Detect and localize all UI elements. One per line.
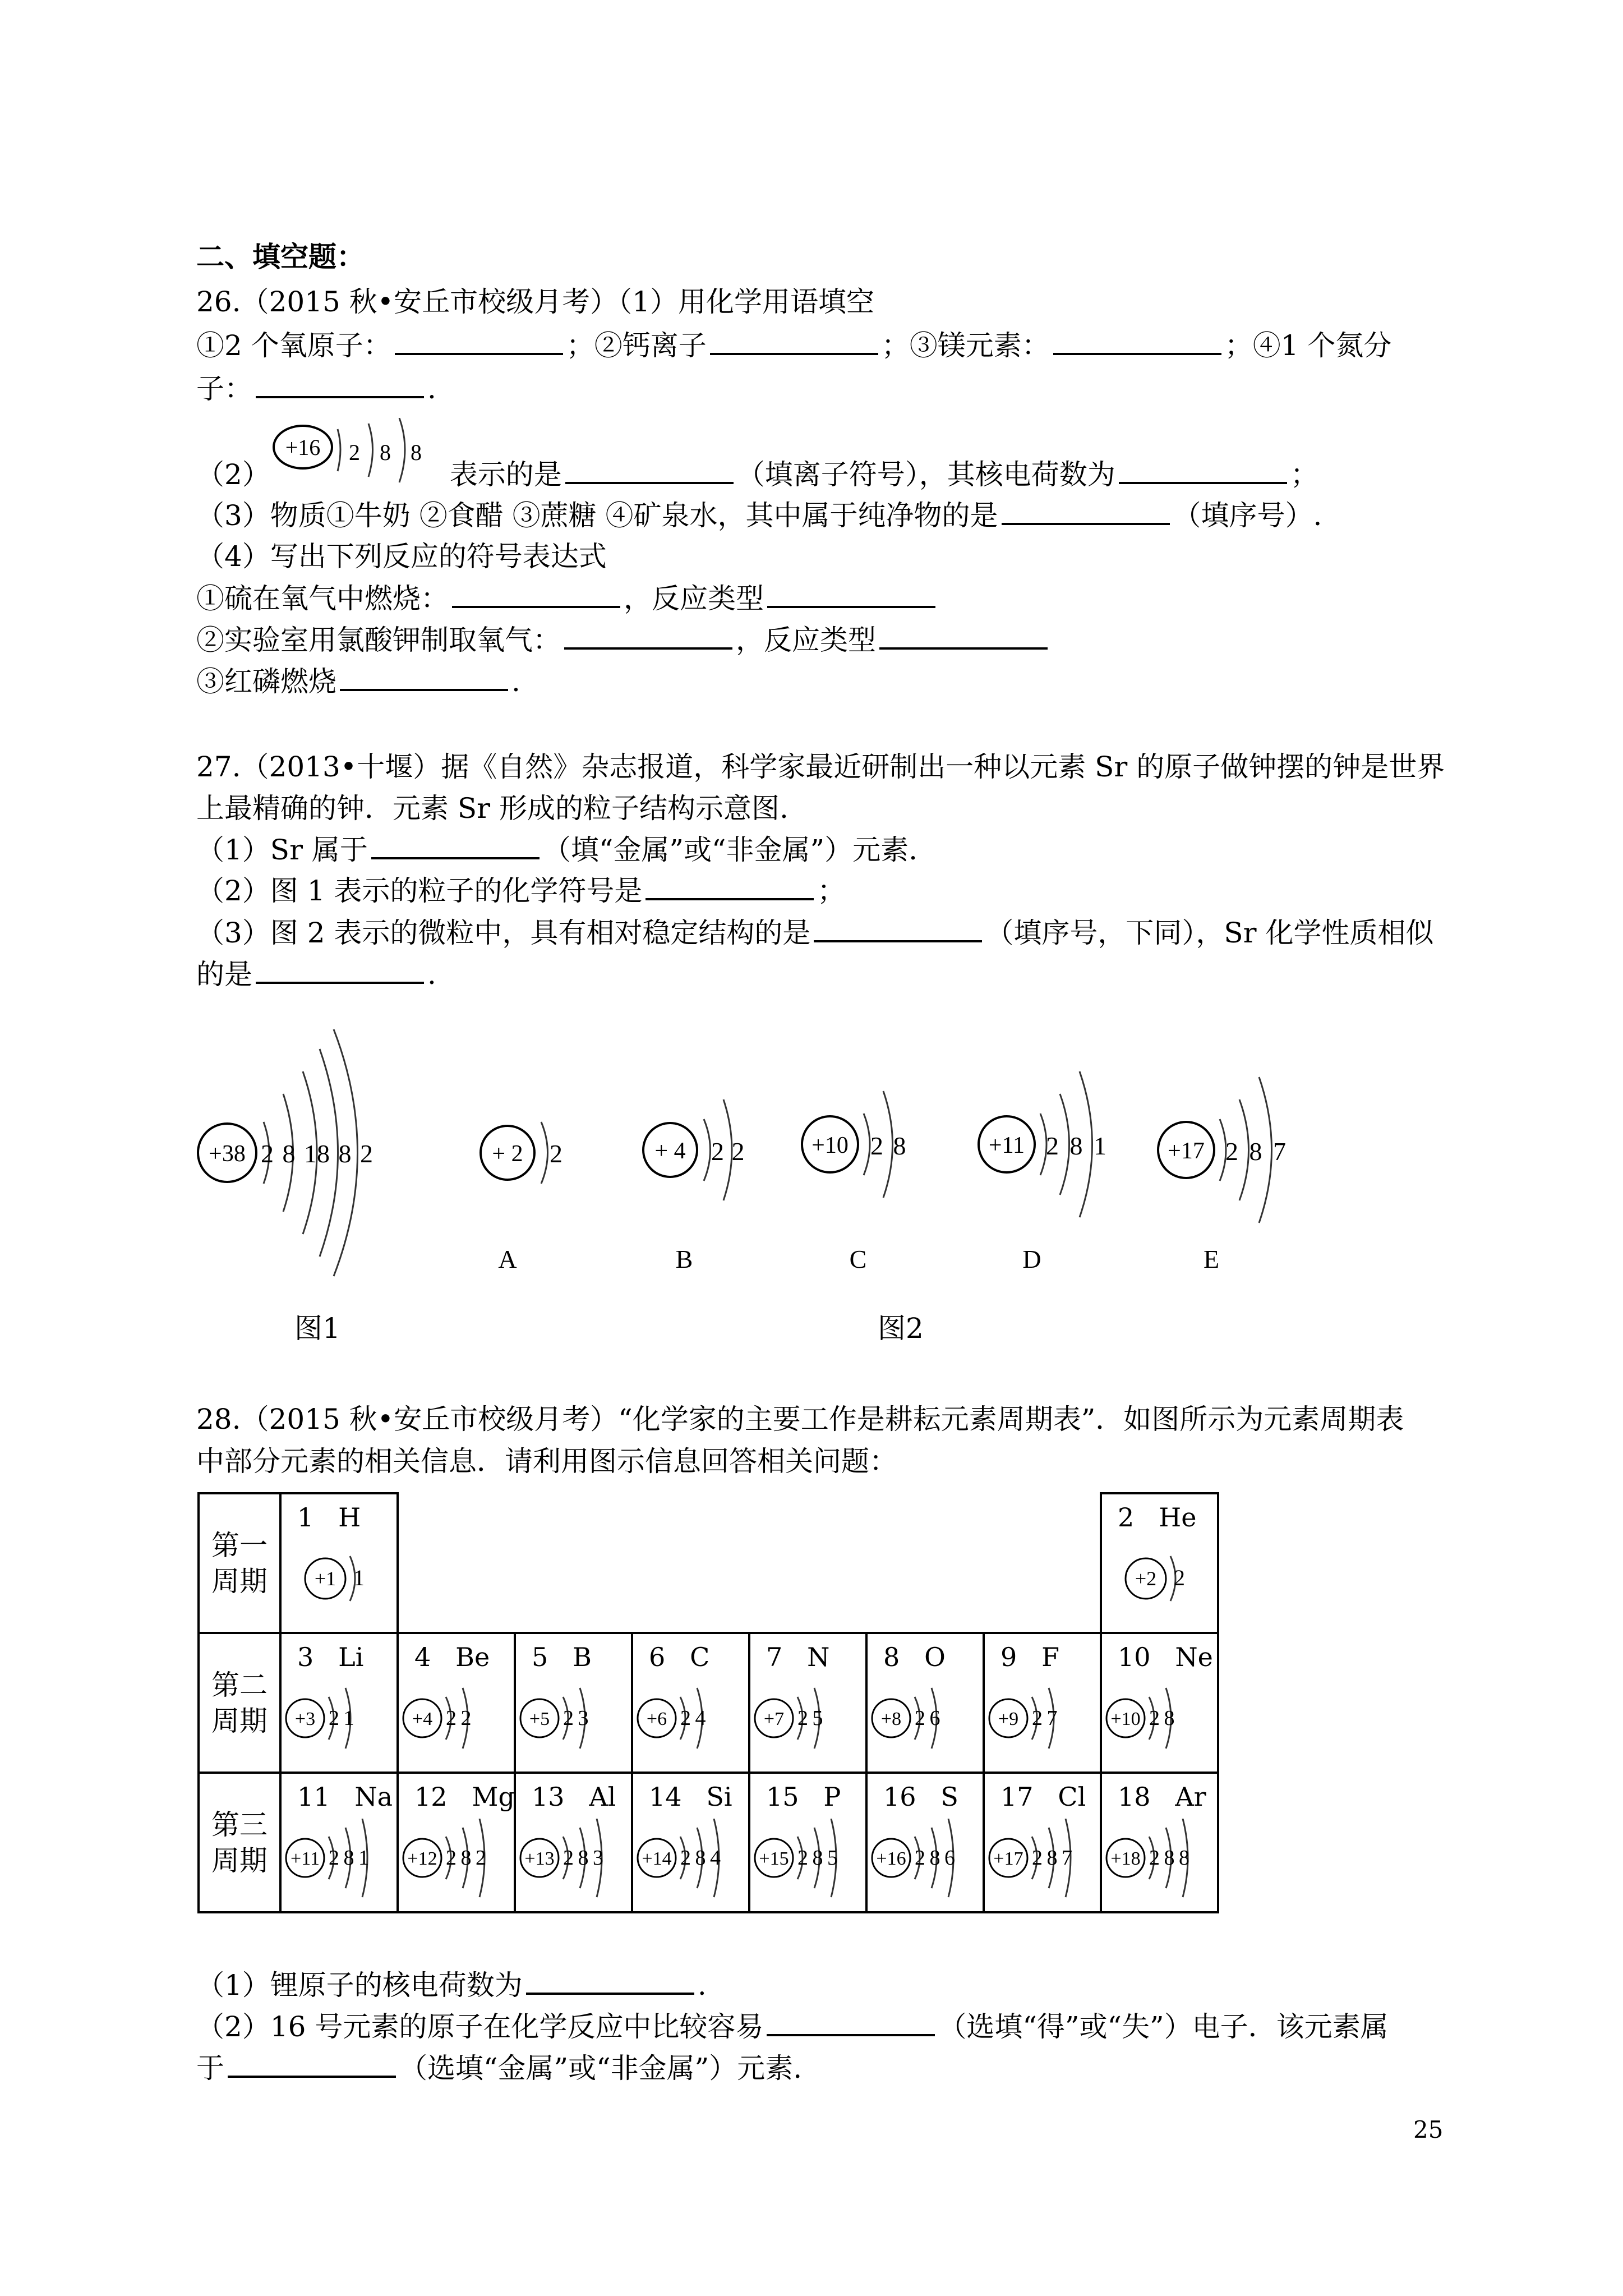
- fig2-diagrams: [471, 1060, 1329, 1273]
- svg-text:+9: +9: [998, 1709, 1019, 1729]
- q27-sub4: 的是 .: [196, 958, 436, 991]
- element-cell-mg: 12 Mg +12 2 8 2: [398, 1773, 515, 1912]
- fig1-caption: 图1: [294, 1312, 340, 1345]
- svg-text:1: 1: [353, 1565, 365, 1590]
- answer-blank[interactable]: [814, 915, 982, 942]
- svg-text:2 6: 2 6: [915, 1706, 940, 1730]
- answer-blank[interactable]: [564, 623, 732, 650]
- svg-text:+16: +16: [285, 435, 321, 460]
- q26-part3: （3）物质①牛奶 ②食醋 ③蔗糖 ④矿泉水，其中属于纯净物的是 （填序号）.: [196, 499, 1322, 532]
- svg-text:+ 4: + 4: [654, 1138, 686, 1164]
- diagram-b: [643, 1099, 745, 1273]
- q27-sub2: （2）图 1 表示的粒子的化学符号是 ；: [196, 875, 846, 907]
- q28-sub3: 于 （选填“金属”或“非金属”）元素.: [196, 2052, 803, 2085]
- svg-text:E: E: [1203, 1245, 1220, 1273]
- svg-text:2 8 5: 2 8 5: [797, 1846, 838, 1870]
- svg-text:2 8 8: 2 8 8: [1149, 1846, 1189, 1870]
- svg-text:2 8 2: 2 8 2: [446, 1846, 486, 1870]
- q27-heading: 27.（2013•十堰）据《自然》杂志报道，科学家最近研制出一种以元素 Sr 的原子做钟摆的钟是世界: [196, 751, 1445, 783]
- svg-text:2: 2: [550, 1139, 562, 1168]
- answer-blank[interactable]: [256, 957, 424, 984]
- answer-blank[interactable]: [710, 328, 878, 355]
- diagram-c: [802, 1091, 906, 1273]
- answer-blank[interactable]: [228, 2051, 396, 2078]
- diagram-d: [979, 1071, 1106, 1273]
- q28-sub1: （1）锂原子的核电荷数为 .: [196, 1969, 707, 2001]
- q26-heading: 26.（2015 秋•安丘市校级月考）（1）用化学用语填空: [196, 286, 874, 318]
- element-cell-s: 16 S +16 2 8 6: [866, 1773, 984, 1912]
- answer-blank[interactable]: [1002, 498, 1170, 525]
- svg-text:2 1: 2 1: [329, 1706, 354, 1730]
- svg-text:+18: +18: [1110, 1848, 1141, 1869]
- diagram-e: [1158, 1077, 1286, 1273]
- svg-text:8: 8: [411, 440, 422, 465]
- element-cell-c: 6 C +6 2 4: [632, 1633, 749, 1773]
- svg-text:+6: +6: [646, 1709, 667, 1729]
- svg-text:2 8 1: 2 8 1: [1046, 1131, 1106, 1160]
- q26-reaction1: ①硫在氧气中燃烧： ，反应类型: [196, 581, 939, 615]
- element-cell-f: 9 F +9 2 7: [984, 1633, 1101, 1773]
- section-title: 二、填空题：: [196, 240, 365, 273]
- answer-blank[interactable]: [395, 328, 563, 355]
- svg-text:+11: +11: [291, 1848, 320, 1869]
- svg-text:2 7: 2 7: [1032, 1706, 1058, 1730]
- svg-text:+ 2: + 2: [492, 1141, 523, 1167]
- q27-heading-2: 上最精确的钟．元素 Sr 形成的粒子结构示意图.: [196, 792, 789, 825]
- q26-part4: （4）写出下列反应的符号表达式: [196, 540, 607, 573]
- table-gap: [398, 1493, 1101, 1633]
- answer-blank[interactable]: [879, 623, 1048, 650]
- svg-text:2 8: 2 8: [870, 1131, 906, 1160]
- svg-text:2 8 4: 2 8 4: [680, 1846, 721, 1870]
- svg-text:+14: +14: [642, 1848, 672, 1869]
- svg-text:2 8 1: 2 8 1: [329, 1846, 369, 1870]
- answer-blank[interactable]: [565, 457, 734, 484]
- sr-structure-diagram: [191, 1027, 415, 1285]
- answer-blank[interactable]: [452, 581, 620, 608]
- q26-reaction2: ②实验室用氯酸钾制取氧气： ，反应类型: [196, 623, 1051, 657]
- svg-text:+10: +10: [811, 1133, 849, 1158]
- svg-text:+15: +15: [759, 1848, 789, 1869]
- svg-text:2 5: 2 5: [797, 1706, 823, 1730]
- svg-text:D: D: [1022, 1245, 1041, 1273]
- element-cell-p: 15 P +15 2 8 5: [749, 1773, 866, 1912]
- q28-sub2: （2）16 号元素的原子在化学反应中比较容易 （选填“得”或“失”）电子．该元素属: [196, 2010, 1389, 2043]
- element-cell-be: 4 Be +4 2 2: [398, 1633, 515, 1773]
- element-cell-ar: 18 Ar +18 2 8 8: [1101, 1773, 1218, 1912]
- svg-text:C: C: [849, 1245, 867, 1273]
- q26-part2: （2） 表示的是 （填离子符号），其核电荷数为 ；: [196, 458, 1318, 491]
- svg-text:+8: +8: [880, 1709, 902, 1729]
- svg-text:B: B: [675, 1245, 693, 1273]
- answer-blank[interactable]: [767, 581, 935, 608]
- svg-text:+4: +4: [412, 1709, 433, 1729]
- element-cell-h: 1 H +1 1: [280, 1493, 398, 1633]
- svg-text:2 8: 2 8: [1149, 1706, 1175, 1730]
- svg-text:+12: +12: [407, 1848, 437, 1869]
- svg-text:8: 8: [380, 440, 391, 465]
- element-cell-al: 13 Al +13 2 8 3: [515, 1773, 632, 1912]
- svg-text:2: 2: [1174, 1565, 1185, 1590]
- svg-text:2 4: 2 4: [680, 1706, 706, 1730]
- svg-text:2 8 3: 2 8 3: [563, 1846, 603, 1870]
- svg-text:2 2: 2 2: [446, 1706, 472, 1730]
- q28-heading-2: 中部分元素的相关信息．请利用图示信息回答相关问题：: [196, 1445, 897, 1478]
- fig2-caption: 图2: [878, 1312, 924, 1345]
- svg-text:+11: +11: [988, 1133, 1025, 1158]
- element-cell-he: 2 He +2 2: [1101, 1493, 1218, 1633]
- periodic-table: [197, 1492, 1219, 1913]
- svg-text:+5: +5: [529, 1709, 550, 1729]
- svg-text:+17: +17: [1168, 1138, 1205, 1164]
- answer-blank[interactable]: [645, 873, 814, 900]
- svg-text:2 8 18 8 2: 2 8 18 8 2: [261, 1139, 373, 1168]
- answer-blank[interactable]: [371, 832, 540, 859]
- diagram-a: [481, 1122, 562, 1273]
- svg-text:A: A: [498, 1245, 517, 1273]
- period-3-header: 第三 周期: [199, 1773, 280, 1912]
- page-number: 25: [1413, 2116, 1444, 2143]
- svg-text:+1: +1: [314, 1567, 336, 1590]
- svg-text:2 8 7: 2 8 7: [1225, 1137, 1286, 1166]
- q27-sub3: （3）图 2 表示的微粒中，具有相对稳定结构的是 （填序号，下同），Sr 化学性质相似: [196, 917, 1434, 949]
- svg-text:+17: +17: [993, 1848, 1023, 1869]
- period-2-row: [199, 1633, 1218, 1773]
- element-cell-b: 5 B +5 2 3: [515, 1633, 632, 1773]
- answer-blank[interactable]: [256, 371, 424, 398]
- q26-reaction3: ③红磷燃烧 .: [196, 665, 520, 698]
- svg-text:+16: +16: [876, 1848, 906, 1869]
- svg-text:2: 2: [349, 440, 360, 465]
- svg-text:+2: +2: [1135, 1567, 1157, 1590]
- period-3-row: [199, 1773, 1218, 1912]
- svg-text:+10: +10: [1110, 1709, 1141, 1729]
- element-cell-cl: 17 Cl +17 2 8 7: [984, 1773, 1101, 1912]
- q26-line2: 子： .: [196, 372, 436, 405]
- element-cell-ne: 10 Ne +10 2 8: [1101, 1633, 1218, 1773]
- svg-text:2 8 7: 2 8 7: [1032, 1846, 1072, 1870]
- element-cell-si: 14 Si +14 2 8 4: [632, 1773, 749, 1912]
- svg-text:2 3: 2 3: [563, 1706, 589, 1730]
- svg-text:+3: +3: [294, 1709, 316, 1729]
- svg-text:+38: +38: [209, 1141, 246, 1167]
- svg-text:+7: +7: [763, 1709, 785, 1729]
- svg-text:2 8 6: 2 8 6: [915, 1846, 955, 1870]
- answer-blank[interactable]: [340, 664, 508, 691]
- answer-blank[interactable]: [1053, 328, 1221, 355]
- q26-line1: ①2 个氧原子： ；②钙离子 ；③镁元素： ；④1 个氮分: [196, 329, 1392, 362]
- answer-blank[interactable]: [526, 1968, 694, 1995]
- element-cell-na: 11 Na +11 2 8 1: [280, 1773, 398, 1912]
- element-cell-li: 3 Li +3 2 1: [280, 1633, 398, 1773]
- period-1-header: 第一 周期: [199, 1493, 280, 1633]
- element-cell-n: 7 N +7 2 5: [749, 1633, 866, 1773]
- q28-heading: 28.（2015 秋•安丘市校级月考）“化学家的主要工作是耕耘元素周期表”．如图所示为元素周期表: [196, 1403, 1404, 1435]
- svg-text:+13: +13: [524, 1848, 555, 1869]
- q27-sub1: （1）Sr 属于 （填“金属”或“非金属”）元素.: [196, 834, 917, 866]
- svg-text:2 2: 2 2: [711, 1137, 745, 1166]
- answer-blank[interactable]: [767, 2009, 935, 2036]
- period-2-header: 第二 周期: [199, 1633, 280, 1773]
- answer-blank[interactable]: [1119, 457, 1287, 484]
- element-cell-o: 8 O +8 2 6: [866, 1633, 984, 1773]
